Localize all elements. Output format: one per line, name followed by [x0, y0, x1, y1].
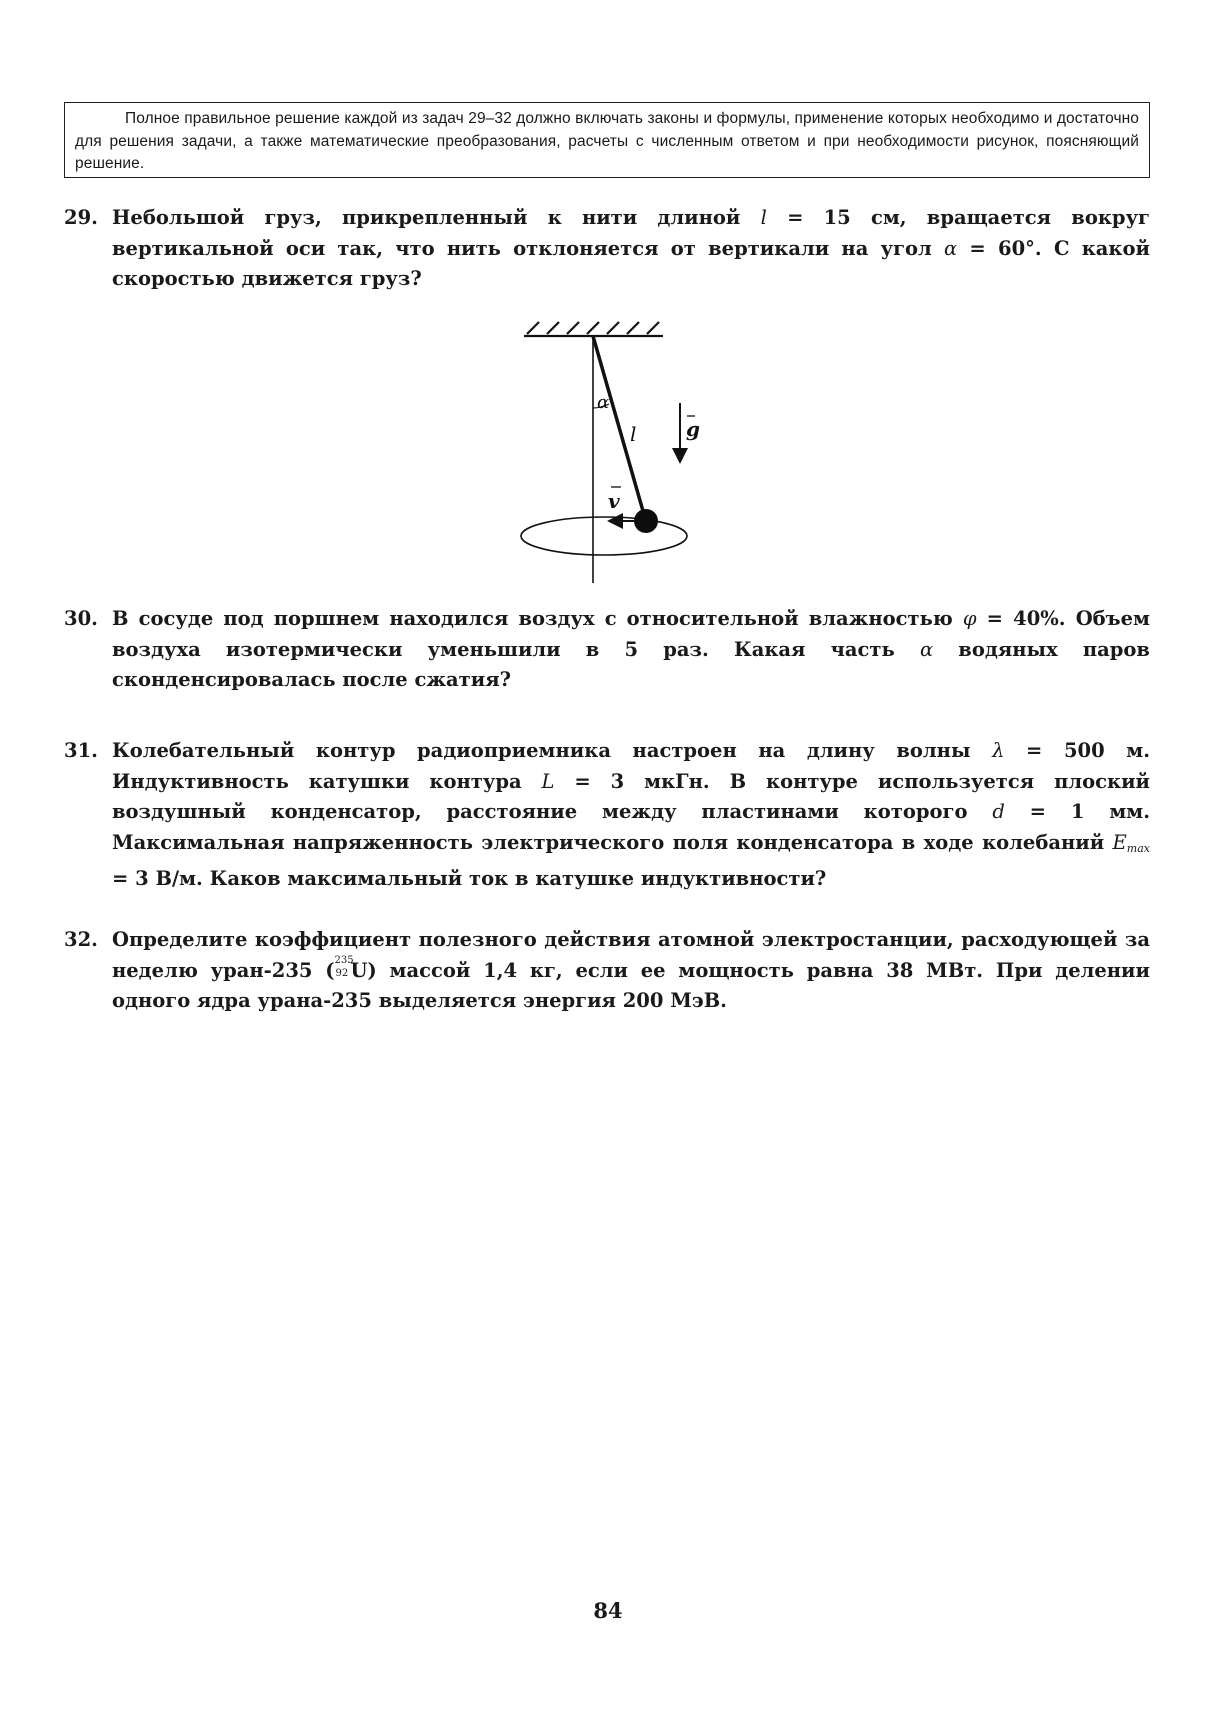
task-number: 30.: [64, 607, 98, 630]
task-text: Небольшой груз, прикрепленный к нити длиной l = 15 см, вращается вокруг вертикальной оси так, что нить отклоняется от вертикали на угол α = 60°. С какой скоростью движется груз?: [112, 206, 1151, 290]
math-subscript: max: [1126, 841, 1150, 855]
task-text: В сосуде под поршнем находился воздух с относительной влажностью φ = 40%. Объем воздуха изотермически уменьшили в 5 раз. Какая часть α водяных паров сконденсировалась после сжатия?: [112, 607, 1150, 691]
task-32: [64, 925, 1150, 1017]
load-ball: [634, 509, 658, 533]
task-number: 29.: [64, 206, 98, 229]
math-var: λ: [992, 739, 1005, 762]
length-label: l: [630, 422, 637, 446]
math-var: l: [760, 206, 767, 229]
gravity-label: g: [686, 417, 700, 441]
math-var: E: [1112, 830, 1127, 854]
math-var: d: [992, 800, 1005, 823]
task-number: 32.: [64, 928, 98, 951]
rotation-circle: [521, 517, 687, 555]
math-var: L: [541, 769, 555, 793]
task-number: 31.: [64, 739, 98, 762]
task-29: [64, 203, 1150, 295]
task-text: Определите коэффициент полезного действия атомной электростанции, расходующей за неделю уран-235 ( 235 92 U) массой 1,4 кг, если ее мощность равна 38 МВт. При делении одного ядра урана-235 выделяется энергия 200 МэВ.: [112, 928, 1150, 1012]
math-var: φ: [962, 607, 977, 630]
velocity-label: v: [608, 489, 620, 513]
math-var: α: [944, 236, 958, 260]
alpha-label: α: [597, 392, 610, 413]
page-number: 84: [593, 1598, 623, 1623]
math-var: α: [919, 637, 934, 661]
task-31: [64, 736, 1150, 895]
nuclide-notation: 235 92: [334, 954, 354, 979]
task-30: [64, 604, 1150, 696]
conical-pendulum-figure: [505, 318, 700, 588]
task-text: Колебательный контур радиоприемника настроен на длину волны λ = 500 м. Индуктивность катушки контура L = 3 мкГн. В контуре используется плоский воздушный конденсатор, расстояние между пластинами которого d = 1 мм. Максимальная напряженность электрического поля конденсатора в ходе колебаний $E_{max} = 3$ В/м. Каков максимальный ток в катушке индуктивности?: [112, 739, 1150, 890]
ceiling: [524, 322, 663, 336]
instructions-box: Полное правильное решение каждой из задач 29–32 должно включать законы и формулы, применение которых необходимо и достаточно для решения задачи, а также математические преобразования, расчеты с численным ответом и при необходимости рисунок, поясняющий решение.: [64, 102, 1150, 178]
